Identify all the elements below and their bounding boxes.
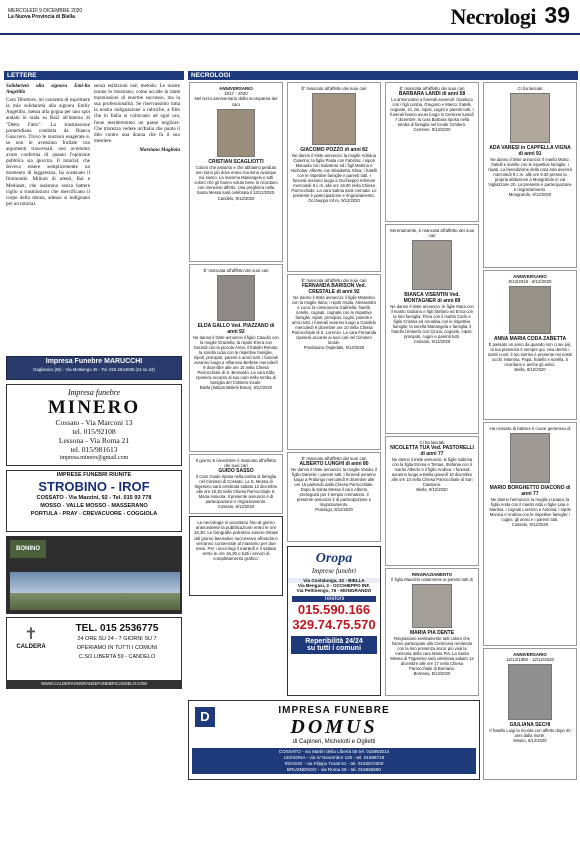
ad-oropa-tel1: 015.590.166 xyxy=(297,602,371,617)
cross-icon: ✝ xyxy=(24,626,38,643)
deceased-name: GIULIANA SECHI xyxy=(509,722,551,729)
ad-strobino-name: STROBINO - IROF xyxy=(38,479,150,494)
ad-oropa-footer xyxy=(291,636,377,654)
deceased-name: BIANCA VISENTIN Ved. MONTAGNER di anni 89 xyxy=(403,292,461,305)
notice-intro: Ci ha lasciati xyxy=(419,440,445,445)
ad-oropa-addr3: Via Pettinengo, 76 - MONGRANDO xyxy=(296,588,372,593)
notice-intro: È' mancata all'affetto dei suoi cari xyxy=(203,268,269,273)
ad-minero-line4: tel. 015/981613 xyxy=(70,445,118,454)
necro-sechi xyxy=(483,648,577,780)
ad-minero-line3: Lessona - Via Roma 21 xyxy=(58,436,130,445)
ad-strobino xyxy=(6,470,182,532)
deceased-name: ADA VARESI in CAPPELLA VIGNA di anni 91 xyxy=(489,145,571,158)
necro-lunghi xyxy=(287,452,381,542)
deceased-name: NICOLETTA TUA Ved. PASTORELLI di anni 77 xyxy=(390,445,474,458)
letter-signature: Marziano Magliola xyxy=(139,146,180,153)
notice-intro: Nel terzo anniversario della scomparsa del caro xyxy=(194,96,278,107)
notice-intro: Ci ha lasciati xyxy=(517,86,543,91)
notice-body: Ne danno il triste annuncio il figlio Claudio con la moglie Graziella; la nipote Erera con Gerardi con la piccola Anna; il fratello Renato, la sorella Lidia con le rispettive famiglie, nipoti, pronipoti, parenti e amici tutti. I funerali avranno luogo a Villanova Biellese mercoledì 9 dicembre alle ore 15 nella Chiesa Parrocchiale di S. Bernardo. La cara Elda riposerà accanto al suo caro nella tomba di famiglia del Cimitero locale. xyxy=(193,335,279,386)
ad-caldera-line3: OPERIAMO IN TUTTI I COMUNI xyxy=(76,645,158,651)
deceased-name: ANNA MARIA CODA ZABETTA xyxy=(493,336,567,343)
notice-intro: Ha cessato di battere il cuore generoso di xyxy=(489,426,571,431)
portrait-photo xyxy=(509,286,551,334)
ad-strobino-line3: PORTULA - PRAY - CREVACUORE - COGGIOLA xyxy=(30,511,158,517)
deceased-name: CRISTIAN SCAGLIOTTI xyxy=(208,158,264,165)
notice-intro: È' mancata all'affetto dei suoi cari xyxy=(399,86,465,91)
notice-footer: Biella, 9/12/2020 xyxy=(514,367,546,373)
notice-footer: Biella, 9/12/2020 xyxy=(416,487,448,493)
notice-footer: Cerrione, 9/12/2020 xyxy=(413,127,451,133)
header-divider xyxy=(0,33,580,35)
ad-oropa-sub: Imprese funebri xyxy=(311,567,357,575)
ad-bonino xyxy=(6,536,182,614)
notice-footer: Pralungo, 9/12/2020 xyxy=(315,507,353,513)
ad-oropa xyxy=(287,546,381,696)
ad-oropa-foot2: su tutti i comuni xyxy=(306,645,362,652)
notice-intro: È' mancato all'affetto dei suoi cari xyxy=(301,86,367,91)
ad-domus-sub: di Capineri, Michelotti e Oglietti xyxy=(292,739,376,745)
portrait-photo xyxy=(508,664,552,720)
notice-header: RINGRAZIAMENTO xyxy=(411,572,453,577)
deceased-name: GUIDO SASSO xyxy=(218,468,254,475)
ad-bonino-logo: BONINO xyxy=(10,540,46,558)
deceased-name: FERNANDA BARISON Ved. CRESTALE di anni 92 xyxy=(302,283,366,296)
notice-intro: Serenamente, è mancata all'affetto dei suoi cari xyxy=(389,228,475,239)
portrait-photo xyxy=(312,93,356,145)
ad-caldera-logo xyxy=(11,626,51,682)
notice-footer: Mosso, 9/12/2020 xyxy=(513,738,547,744)
deceased-name: ALBERTO LUNGHI di anni 80 xyxy=(299,461,369,468)
ad-caldera-tel: TEL. 015 2536775 xyxy=(75,623,159,634)
ad-caldera-line4: C.SO LIBERTA 59 - CANDELO xyxy=(78,654,156,660)
ad-domus-line1: COSSATO - via Martiri della Libertà 58 tel. 015983014 xyxy=(278,749,390,754)
portrait-photo xyxy=(217,109,255,157)
notice-dates: 8/12/2019 - 8/12/2020 xyxy=(508,279,552,285)
notice-body: Lo annunciano a funerali avvenuti: Gianluca con i figli Letizia, Gregorio e Marco; fratelli, cognate, zii, zie, nipoti, cugini e parenti tutti. I funerali hanno avuto luogo in Cerrione lunedì 7 dicembre, la cara Barbara riposa nella tomba di famiglia nel locale Cimitero. xyxy=(390,97,474,128)
letter-title: Solidarietà alla signora Emi-lia Angelillo xyxy=(6,83,90,96)
ad-strobino-line2: MOSSO - VALLE MOSSO - MASSERANO xyxy=(40,503,148,509)
header-date: MERCOLEDÌ 9 DICEMBRE 2020 xyxy=(8,8,83,14)
ad-bonino-photo xyxy=(10,572,180,610)
notice-header: ANNIVERSARIO xyxy=(513,652,547,657)
necro-rules-box xyxy=(189,516,283,596)
ad-caldera-text xyxy=(55,622,179,662)
notice-body: Coloro che amiamo e che abbiamo perduto non sono più dove erano ma sono ovunque noi siamo. La mamma Mariangela e tutti coloro che gli hanno voluto bene lo ricordano con immenso affetto. Una preghiera nella Santa Messa sarà celebrata il 13/12/2020. xyxy=(194,164,278,195)
ad-domus-line2: LESSONA - via IV Novembre 125 - tel. 01596718 xyxy=(283,755,385,760)
ad-minero-title: Impresa funebre xyxy=(67,388,121,397)
lettere-bar: LETTERE xyxy=(4,71,184,80)
ad-minero-name: MINERO xyxy=(47,397,141,418)
portrait-photo xyxy=(217,275,255,321)
notice-footer: Cossato, 9/12/2020 xyxy=(413,339,451,345)
ad-caldera-web: WWW.CALDERAONORANZEFUNEBRICANDELO.COM xyxy=(7,680,181,688)
notice-header: ANNIVERSARIO xyxy=(513,274,547,279)
necrologi-bar: NECROLOGI xyxy=(188,71,578,80)
necro-landi xyxy=(385,82,479,222)
necro-tua xyxy=(385,436,479,566)
necro-gallo xyxy=(189,264,283,452)
necro-varesi xyxy=(483,82,577,268)
letter-body-2: senza esibizioni osé, metodo. Le nostre nonne lo mostrano, come accade in tante trasmissioni di enorme successo, ma la sua professionalità. Se riservassimo tutta la nostra indignazione a rubriche, a film che in Italia si collocano ad ogni ora, forse meriteremmo un paese migliore. Che tristezza vedere un'Italia che punta il dito contro una donna che fa il suo mestiere. xyxy=(94,83,180,144)
ad-domus-line3: ROASIO - via Filippo Turati 51 - tel. 0163874000 xyxy=(284,761,384,766)
ad-caldera xyxy=(6,617,182,689)
header-dateline xyxy=(8,8,82,20)
notice-footer: Cossato, 9/12/2020 xyxy=(511,522,549,528)
notice-header: ANNIVERSARIO xyxy=(219,86,253,91)
ad-minero-line2: tel. 015/92108 xyxy=(72,427,116,436)
necro-pozzo xyxy=(287,82,381,272)
notice-body: Il Caro Guido riposa nella tomba di famiglia nel Cimitero di Cossato. La S. Messa di trigesimo sarà celebrata sabato 12 dicembre alle ore 18,30 nella Chiesa Parrocchiale S. Maria Assunta. Il presente annuncio è di partecipazione e ringraziamento. xyxy=(194,474,278,505)
ad-domus-logo: D xyxy=(195,707,215,727)
page-number: 39 xyxy=(544,2,570,28)
notice-body: Ne danno il triste annuncio: il marito Mario; fratelli e sorelle con le rispettive famiglie; i nipoti. La benedizione della cara Ada avverrà mercoledì 9 c.m. alle ore 9.30 presso la propria abitazione a Mongrando in via Vigliazzone 20. La presente è partecipazione e ringraziamento. xyxy=(488,157,572,193)
deceased-name: MARIO BORGHETTO DIACONO di anni 77 xyxy=(489,485,571,498)
necro-visentin xyxy=(385,224,479,434)
notice-body: Ne danno l'annuncio: la moglie Luciana; la figlia Anita con il marito Aldo e figlie Lisa e Martina; i cognati Lorenzo e Antonia; i nipoti Monica e Andrea con le rispettive famiglie; i cugini, gli amici e i parenti tutti. xyxy=(489,497,571,523)
ad-oropa-foot1: Reperibilità 24/24 xyxy=(305,638,363,645)
ad-marucchi-sub: Gaglianico (BI) - Via Mottiengo 45 - Tel. 015 2544036 (24 su 24) xyxy=(33,367,155,372)
portrait-photo xyxy=(510,433,550,483)
ad-minero-email: impresa.minero@gmail.com xyxy=(59,455,129,461)
ad-marucchi-title: Impresa Funebre MARUCCHI xyxy=(45,358,143,365)
portrait-photo xyxy=(412,584,452,628)
ad-strobino-city: COSSATO - Via Mazzini, 92 - Tel. 015 93 778 xyxy=(36,495,152,501)
ad-oropa-tel2: 329.74.75.570 xyxy=(292,617,376,632)
ad-minero-line1: Cossato - Via Marconi 13 xyxy=(55,418,133,427)
notice-body: Ne danno il triste annuncio: la moglie Vanda; il figlio Daniele; i parenti tutti. I funerali avranno luogo a Pralungo mercoledì 9 dicembre alle ore 15 partendo dalla Chiesa Parrocchiale. Dopo la Santa Messa il caro Alberto proseguirà per il tempio crematorio. Il presente annuncio è di partecipazione e ringraziamento. xyxy=(291,467,377,508)
deceased-name: GIACOMO POZZO di anni 82 xyxy=(300,147,368,154)
notice-body: È passato un anno da quando non ci sei più, la tua presenza è sempre qui, viva dentro i nostri cuori; il tuo sorriso è presente nei nostri occhi. Mamma, Papà, fratello e sorella, ti ricordano e anche gli amici. xyxy=(487,342,573,368)
ad-domus-addresses xyxy=(192,748,476,774)
notice-intro: Il giorno 5 novembre è mancato all'affetto dei suoi cari xyxy=(195,458,277,469)
notice-footer: Pondarano Ospedale, 9/12/2020 xyxy=(303,345,365,351)
ad-strobino-top: IMPRESE FUNEBRI RIUNITE xyxy=(56,472,132,478)
necro-scagliotti xyxy=(189,82,283,262)
ad-caldera-logo-text: CALDERA xyxy=(16,644,46,650)
notice-intro: È' mancato all'affetto dei suoi cari xyxy=(301,456,367,461)
notice-dates: 2017 - 2020 xyxy=(224,91,248,97)
portrait-photo xyxy=(510,93,550,143)
rules-text: Le necrologie si accettano fino al giorno antecedente la pubblicazione entro le ore 16,30. Le fotografie potranno essere ritirate dal giorno lavorativo successivo all'uscita e verranno conservate al massimo per due mesi. Per i necrologi il martedì e il sabato entro le ore 16,30 e tutti i servizi di completamento grafico. xyxy=(193,520,279,562)
necro-sasso xyxy=(189,454,283,514)
notice-intro: È' mancata all'affetto dei suoi cari xyxy=(301,278,367,283)
deceased-name: MARIA PIA DENTE xyxy=(409,630,455,637)
ad-oropa-addr1: Via Costalunga, 32 - BIELLA xyxy=(288,578,380,583)
notice-body: Ne danno il triste annuncio: le figlie Mara con il marito Giuliano e figli Stefano ed Erica con la loro famiglia; Flora con il marito Carlo e figlie Cristina ed Annalisa con le rispettive famiglie; la sorella Mariangela e famiglia; il fratello Umberto con Cinzia; cognate, nipoti, pronipoti, cugini e parenti tutti. xyxy=(390,304,474,340)
letter-col-1 xyxy=(6,83,90,355)
notice-footer: Cossato, 9/12/2020 xyxy=(217,504,255,510)
notice-footer: Biella (Istituto Belletti Bona), 9/12/2020 xyxy=(199,385,273,391)
section-title: Necrologi xyxy=(450,4,536,29)
notice-intro: Il figlio Maurizio unitamente ai parenti tutti di xyxy=(391,577,473,583)
ad-domus xyxy=(188,700,480,780)
ad-oropa-addr2: Via Bengasi, 2 - OCCHIEPPO INF. xyxy=(297,583,371,588)
deceased-name: BARBARA LANDI di anni 58 xyxy=(398,91,466,98)
notice-body: Ne danno il triste annuncio: il figlio Massimo con la moglie Ilaria; i nipoti Giulia, Alessandro e Luca; la consuocera Gabriella; fratelli, sorelle, cognati, cognate con le rispettive famiglie, nipoti, pronipoti, cugini, parenti e amici tutti. I funerali avranno luogo a Candelo mercoledì 9 dicembre ore 10 nella Chiesa Parrocchiale di S. Lorenzo. La cara Fernanda riposerà accanto ai suoi cari nel Cimitero locale. xyxy=(291,295,377,346)
notice-dates: 12/12/1980 - 12/12/2020 xyxy=(506,657,554,663)
deceased-name: ELDA GALLO Ved. PIAZZANO di anni 92 xyxy=(197,323,275,336)
notice-footer: Borriana, 9/12/2020 xyxy=(413,671,451,677)
necro-dente xyxy=(385,568,479,696)
ad-oropa-tel-label: Telefoni xyxy=(292,596,376,602)
notice-body: Ringraziano sentitamente tutti coloro che hanno partecipato alla Cerimonia rendendo con la loro presenza ancor più viva la memoria della cara Maria Pia. La Santa Messa di Trigesimo sarà celebrata sabato 12 dicembre alle ore 17 nella Chiesa Parrocchiale di Borriana. xyxy=(390,636,474,672)
ad-marucchi xyxy=(6,356,182,380)
notice-footer: Mongrando, 9/12/2020 xyxy=(508,192,552,198)
necro-borghetto xyxy=(483,422,577,646)
ad-domus-line4: BRUSNENGO - via Roma 26 - tel. 015965660 xyxy=(287,767,381,772)
letter-col-2 xyxy=(94,83,180,355)
necro-coda-zabetta xyxy=(483,270,577,420)
portrait-photo xyxy=(412,240,452,290)
ad-minero xyxy=(6,384,182,466)
notice-body: Ne danno il triste annuncio: la moglie Adriana Caterino; la figlia Paola con Fabrizio; i nipoti Manuela con Salvatore ed i figli Martina e Nicholas; Alberto con Elisabetta, Elisa; i fratelli con le rispettive famiglie e parenti tutti. I funerali avranno luogo a Occhieppo Inferiore mercoledì 9 c.m. alle ore 16.00 nella Chiesa Parrocchiale. La cara Salma sarà cremata. Le presente è partecipazione e ringraziamento. xyxy=(291,153,377,199)
ad-caldera-line2: 24 ORE SU 24 - 7 GIORNI SU 7 xyxy=(77,636,157,642)
ad-domus-top: IMPRESA FUNEBRE xyxy=(278,705,390,716)
notice-footer: Candelo, 9/12/2020 xyxy=(217,195,255,201)
ad-oropa-name: Oropa xyxy=(315,551,353,566)
header-paper: La Nuova Provincia di Biella xyxy=(8,14,75,20)
notice-body: Il fratello Luigi la ricorda con affetto dopo 40 anni dalla morte. xyxy=(489,728,571,739)
notice-body: Ne danno il triste annuncio: le figlie Sabrina con la figlia Emma e Tomas, Stefania con il marito Alberto e il figlio Andrea. I funerali avranno luogo a Biella giovedì 10 dicembre alle ore 10 nella Chiesa Parrocchiale di San Cassiano. xyxy=(391,457,473,488)
necro-barison xyxy=(287,274,381,450)
ad-domus-name: DOMUS xyxy=(290,716,378,738)
letter-body-1: Caro Direttore, mi consenta di esprimere la mia solidarietà alla signora Emily Angelillo, messa alla gogna per uno spot andato in onda su Rai2 all'interno di "Detto Fatto". La trasmissione pomeridiana condotta da Bianca Guaccero. Trovo le reazioni esagerate e, se non le avessimo frullate con argomenti trasversali, non avremmo avuto conferma di quanto l'opinione pubblica sia ipocrita. Il tutorial, che doveva essere semplicemente un momento di leggerezza, ha scatenato il finimondo. Milioni di utenti, Rai e Mediaset, che assistono senza battere ciglio a trasmissioni che mercificano il corpo della donna, adesso si indignano per un tutorial. xyxy=(6,97,90,207)
notice-footer: Occhieppo Inf.re, 9/12/2020 xyxy=(308,198,360,204)
